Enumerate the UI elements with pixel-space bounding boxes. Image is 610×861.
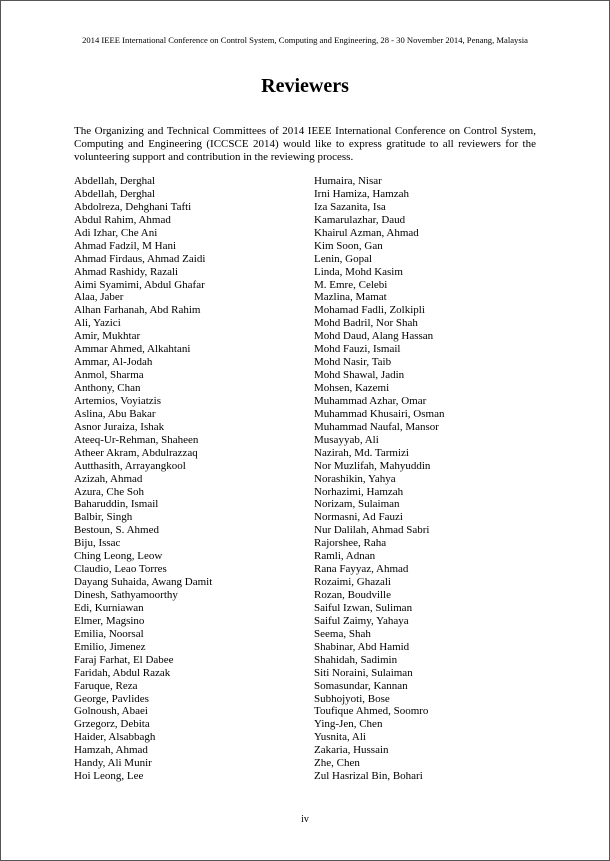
reviewer-list-left bbox=[74, 175, 294, 783]
intro-paragraph: The Organizing and Technical Committees of 2014 IEEE International Conference on Control System, Computing and Engineering (ICCSCE 2014) would like to express gratitude to all reviewers for the volunteering support and contribution in the reviewing process. bbox=[74, 125, 536, 163]
reviewer-name: Elmer, Magsino bbox=[74, 614, 145, 627]
reviewer-name: Rozaimi, Ghazali bbox=[314, 576, 391, 589]
reviewer-name: Azizah, Ahmad bbox=[74, 472, 143, 485]
reviewer-name: Mohd Daud, Alang Hassan bbox=[314, 330, 434, 343]
reviewer-name: Emilio, Jimenez bbox=[74, 640, 146, 653]
reviewer-name: Norhazimi, Hamzah bbox=[314, 485, 404, 498]
reviewer-name: Abdul Rahim, Ahmad bbox=[74, 213, 171, 226]
reviewer-name: Ali, Yazici bbox=[74, 317, 121, 330]
reviewer-name: George, Pavlides bbox=[74, 692, 149, 705]
reviewer-name: Biju, Issac bbox=[74, 537, 121, 550]
reviewer-name: Edi, Kurniawan bbox=[74, 601, 144, 614]
reviewer-name: Yusnita, Ali bbox=[314, 731, 366, 744]
running-header: 2014 IEEE International Conference on Control System, Computing and Engineering, 28 - 30 November 2014, Penang, Malaysia bbox=[82, 35, 528, 45]
reviewer-name: Handy, Ali Munir bbox=[74, 757, 152, 770]
reviewer-name: Musayyab, Ali bbox=[314, 433, 379, 446]
reviewer-name: Muhammad Azhar, Omar bbox=[314, 394, 427, 407]
reviewer-name: Ying-Jen, Chen bbox=[314, 718, 383, 731]
reviewer-name: Mohd Fauzi, Ismail bbox=[314, 343, 401, 356]
reviewer-name: Golnoush, Abaei bbox=[74, 705, 148, 718]
reviewer-name: Zul Hasrizal Bin, Bohari bbox=[314, 770, 423, 783]
reviewer-name: Alaa, Jaber bbox=[74, 291, 124, 304]
reviewer-name: Claudio, Leao Torres bbox=[74, 563, 167, 576]
reviewer-name: Haider, Alsabbagh bbox=[74, 731, 156, 744]
reviewer-name: Faridah, Abdul Razak bbox=[74, 666, 171, 679]
reviewer-name: Normasni, Ad Fauzi bbox=[314, 511, 403, 524]
reviewer-name: Rajorshee, Raha bbox=[314, 537, 387, 550]
reviewer-name: Muhammad Naufal, Mansor bbox=[314, 420, 439, 433]
reviewer-name: Kim Soon, Gan bbox=[314, 239, 383, 252]
reviewer-name: Alhan Farhanah, Abd Rahim bbox=[74, 304, 201, 317]
reviewer-name: Aimi Syamimi, Abdul Ghafar bbox=[74, 278, 205, 291]
reviewer-name: Dayang Suhaida, Awang Damit bbox=[74, 576, 213, 589]
reviewer-name: Adi Izhar, Che Ani bbox=[74, 226, 158, 239]
page-title: Reviewers bbox=[261, 75, 349, 97]
reviewer-name: Grzegorz, Debita bbox=[74, 718, 150, 731]
reviewer-name: Ahmad Rashidy, Razali bbox=[74, 265, 179, 278]
reviewer-name: Nazirah, Md. Tarmizi bbox=[314, 446, 409, 459]
reviewer-name: Ahmad Firdaus, Ahmad Zaidi bbox=[74, 252, 206, 265]
reviewer-name: Subhojyoti, Bose bbox=[314, 692, 390, 705]
reviewer-name: Asnor Juraiza, Ishak bbox=[74, 420, 165, 433]
reviewer-name: Humaira, Nisar bbox=[314, 175, 382, 187]
reviewer-name: Nur Dalilah, Ahmad Sabri bbox=[314, 524, 430, 537]
reviewer-name: Saiful Izwan, Suliman bbox=[314, 601, 413, 614]
reviewer-name: Faraj Farhat, El Dabee bbox=[74, 653, 174, 666]
reviewer-name: Azura, Che Soh bbox=[74, 485, 144, 498]
reviewer-name: Abdellah, Derghal bbox=[74, 175, 156, 187]
reviewer-name: Khairul Azman, Ahmad bbox=[314, 226, 419, 239]
reviewer-name: Muhammad Khusairi, Osman bbox=[314, 407, 445, 420]
reviewer-name: Irni Hamiza, Hamzah bbox=[314, 187, 409, 200]
reviewer-name: Norashikin, Yahya bbox=[314, 472, 396, 485]
reviewer-list-right bbox=[314, 175, 534, 783]
reviewer-name: Ramli, Adnan bbox=[314, 550, 376, 563]
reviewer-name: Anthony, Chan bbox=[74, 382, 141, 394]
reviewer-name: Ahmad Fadzil, M Hani bbox=[74, 239, 177, 252]
reviewer-name: Mohd Shawal, Jadin bbox=[314, 369, 405, 382]
reviewer-name: Zhe, Chen bbox=[314, 757, 360, 770]
reviewer-name: Linda, Mohd Kasim bbox=[314, 265, 403, 278]
reviewer-name: Autthasith, Arrayangkool bbox=[74, 459, 186, 472]
reviewer-name: Nor Muzlifah, Mahyuddin bbox=[314, 459, 431, 472]
reviewer-name: Shabinar, Abd Hamid bbox=[314, 640, 410, 653]
reviewer-name: Ammar, Al-Jodah bbox=[74, 356, 153, 369]
reviewer-name: Baharuddin, Ismail bbox=[74, 498, 159, 511]
reviewer-name: Mohd Nasir, Taib bbox=[314, 356, 392, 369]
reviewer-name: Somasundar, Kannan bbox=[314, 679, 408, 692]
reviewer-name: Anmol, Sharma bbox=[74, 369, 144, 382]
reviewer-name: Balbir, Singh bbox=[74, 511, 133, 524]
reviewer-name: Mohamad Fadli, Zolkipli bbox=[314, 304, 425, 317]
reviewer-name: Faruque, Reza bbox=[74, 679, 138, 692]
reviewer-name: Seema, Shah bbox=[314, 627, 371, 640]
reviewer-name: Hamzah, Ahmad bbox=[74, 744, 148, 757]
reviewer-name: Kamarulazhar, Daud bbox=[314, 213, 406, 226]
reviewer-name: Ching Leong, Leow bbox=[74, 550, 163, 563]
reviewer-name: Mohd Badril, Nor Shah bbox=[314, 317, 418, 330]
reviewer-name: M. Emre, Celebi bbox=[314, 278, 388, 291]
reviewer-name: Bestoun, S. Ahmed bbox=[74, 524, 159, 537]
reviewer-name: Ateeq-Ur-Rehman, Shaheen bbox=[74, 433, 199, 446]
reviewer-name: Aslina, Abu Bakar bbox=[74, 407, 156, 420]
reviewer-name: Atheer Akram, Abdulrazzaq bbox=[74, 446, 198, 459]
reviewer-name: Lenin, Gopal bbox=[314, 252, 373, 265]
reviewer-name: Abdellah, Derghal bbox=[74, 187, 156, 200]
reviewer-name: Norizam, Sulaiman bbox=[314, 498, 400, 511]
reviewer-name: Abdolreza, Dehghani Tafti bbox=[74, 200, 192, 213]
reviewer-name: Dinesh, Sathyamoorthy bbox=[74, 589, 178, 601]
page-number: iv bbox=[301, 814, 309, 825]
reviewer-name: Saiful Zaimy, Yahaya bbox=[314, 614, 409, 627]
reviewer-name: Amir, Mukhtar bbox=[74, 330, 141, 343]
reviewer-name: Mazlina, Mamat bbox=[314, 291, 387, 304]
reviewer-name: Ammar Ahmed, Alkahtani bbox=[74, 343, 191, 356]
reviewer-name: Shahidah, Sadimin bbox=[314, 653, 398, 666]
reviewer-name: Rana Fayyaz, Ahmad bbox=[314, 563, 409, 576]
reviewer-name: Toufique Ahmed, Soomro bbox=[314, 705, 429, 718]
reviewer-name: Siti Noraini, Sulaiman bbox=[314, 666, 413, 679]
reviewer-name: Mohsen, Kazemi bbox=[314, 382, 390, 394]
reviewer-name: Hoi Leong, Lee bbox=[74, 770, 144, 783]
reviewer-name: Emilia, Noorsal bbox=[74, 627, 144, 640]
reviewer-name: Zakaria, Hussain bbox=[314, 744, 389, 757]
reviewer-name: Rozan, Boudville bbox=[314, 589, 391, 601]
reviewer-name: Artemios, Voyiatzis bbox=[74, 394, 161, 407]
reviewer-name: Iza Sazanita, Isa bbox=[314, 200, 386, 213]
